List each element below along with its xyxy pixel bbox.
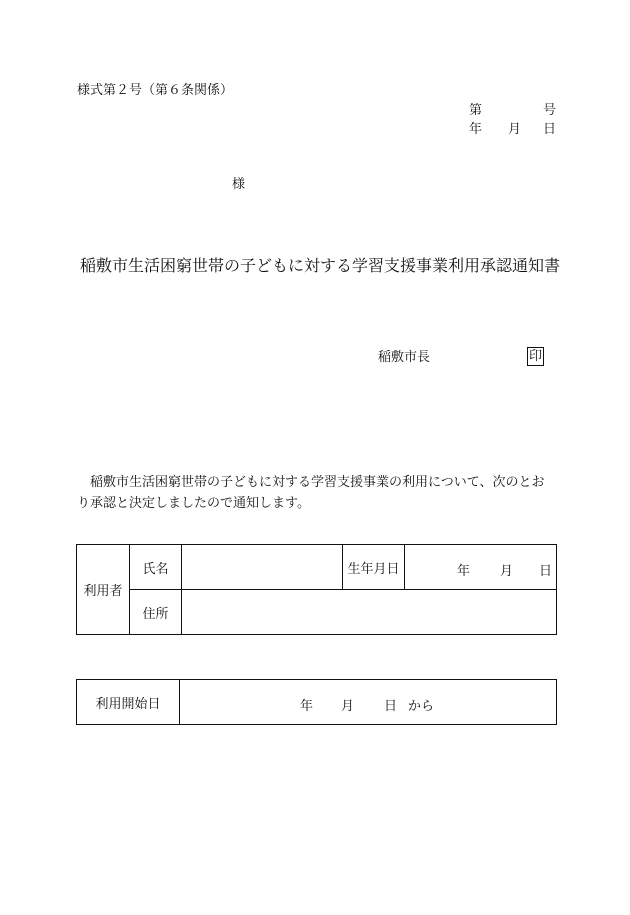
user-section-label: 利用者 — [77, 545, 130, 635]
birthdate-day: 日 — [539, 564, 553, 579]
doc-number-suffix: 号 — [543, 103, 557, 118]
start-date-label: 利用開始日 — [77, 680, 180, 725]
start-date-from: から — [408, 699, 435, 714]
birthdate-year: 年 — [457, 564, 471, 579]
start-date-table — [76, 679, 557, 725]
start-date-year: 年 — [300, 699, 314, 714]
address-label: 住所 — [130, 590, 182, 635]
start-date-day: 日 — [384, 699, 398, 714]
address-field[interactable] — [182, 590, 557, 635]
start-date-month: 月 — [341, 699, 355, 714]
issue-date-year: 年 — [469, 122, 483, 137]
birthdate-month: 月 — [500, 564, 514, 579]
form-number: 様式第２号（第６条関係） — [77, 83, 234, 98]
name-label: 氏名 — [130, 545, 182, 590]
addressee-suffix: 様 — [232, 177, 246, 192]
birthdate-label: 生年月日 — [343, 545, 405, 590]
doc-number-prefix: 第 — [469, 103, 483, 118]
issue-date-month: 月 — [508, 122, 522, 137]
issue-date-day: 日 — [543, 122, 557, 137]
name-field[interactable] — [182, 545, 343, 590]
birthdate-field[interactable] — [405, 545, 557, 590]
issuer-name: 稲敷市長 — [378, 350, 431, 365]
seal-mark: 印 — [529, 349, 543, 364]
body-text: 稲敷市生活困窮世帯の子どもに対する学習支援事業の利用について、次のとおり承認と決定しましたので通知します。 — [77, 475, 545, 511]
user-info-table — [76, 544, 557, 635]
start-date-field[interactable] — [180, 680, 557, 725]
document-title: 稲敷市生活困窮世帯の子どもに対する学習支援事業利用承認通知書 — [80, 256, 561, 275]
